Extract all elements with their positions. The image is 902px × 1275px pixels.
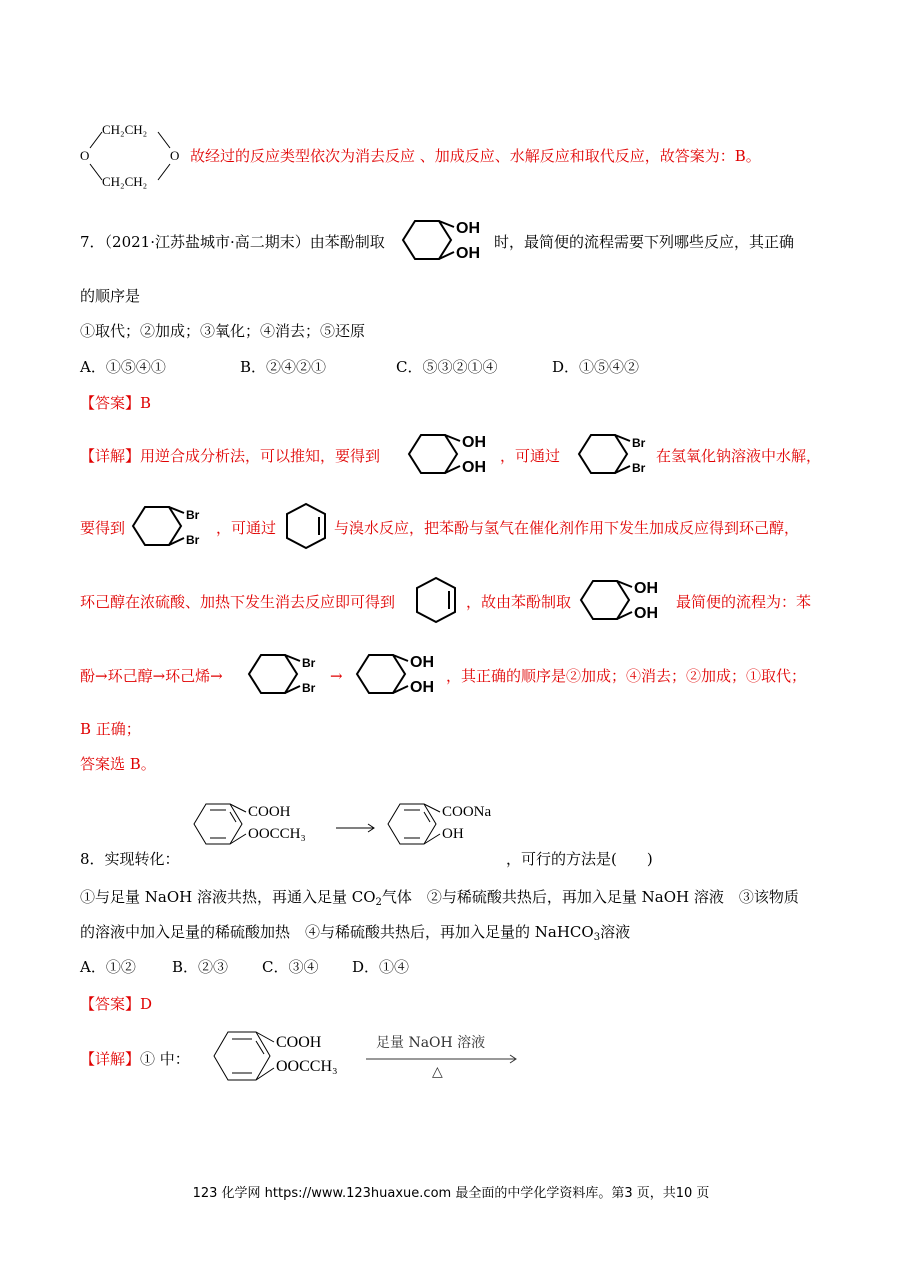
q8-method2-text: 气体 ②与稀硫酸共热后，再加入足量 NaOH 溶液 ③该物质 — [381, 888, 799, 906]
cyclohexene-structure-2 — [412, 574, 462, 630]
ch2-top: CH₂CH₂ — [102, 122, 148, 137]
q7-detail-arrow: → — [330, 667, 343, 685]
dibromo-structure-1 — [574, 428, 658, 484]
br-label: Br — [302, 681, 316, 695]
q8-option-d: D．①④ — [352, 958, 410, 976]
q7-detail-line5: B 正确； — [80, 720, 141, 738]
q7-answer-label: 【答案】 — [80, 394, 141, 412]
q8-detail — [80, 1049, 190, 1069]
aspirin-ring-2 — [206, 1020, 366, 1092]
reaction-arrow-naoh — [366, 1032, 520, 1084]
br-label: Br — [632, 461, 646, 475]
q7-detail-line1b: ，可通过 — [500, 447, 561, 465]
q8-option-a: A．①② — [80, 958, 136, 976]
q7-intro: 7．（2021·江苏盐城市·高二期末）由苯酚制取 — [80, 233, 385, 251]
fragment-conclusion: 故经过的反应类型依次为消去反应 、加成反应、水解反应和取代反应，故答案为：B。 — [190, 147, 761, 165]
diol-structure-1 — [404, 428, 496, 484]
q7-detail-line6: 答案选 B。 — [80, 755, 156, 773]
q7-reactions: ①取代；②加成；③氧化；④消去；⑤还原 — [80, 322, 366, 340]
oh-label: OH — [634, 605, 658, 622]
nahco3-subscript: 3 — [593, 932, 601, 943]
q8-answer-label: 【答案】 — [80, 995, 141, 1013]
q8-method4-tail: 溶液 — [600, 923, 631, 941]
oxygen-right: O — [170, 148, 180, 163]
oh-label: OH — [462, 459, 486, 476]
q7-option-c: C．⑤③②①④ — [396, 358, 498, 376]
q8-detail-text: ① 中： — [140, 1050, 190, 1068]
diol-structure-3 — [352, 648, 444, 704]
q7-detail-line2b: ，可通过 — [216, 519, 277, 537]
q8-intro-tail: ，可行的方法是( ) — [506, 850, 653, 868]
q7-detail-line4c: ，其正确的顺序是②加成；④消去；②加成；①取代； — [446, 667, 807, 685]
q7-option-d: D．①⑤④② — [552, 358, 640, 376]
q7-line2: 的顺序是 — [80, 287, 141, 305]
oh-label: OH — [634, 580, 658, 597]
q8-method4-text: 的溶液中加入足量的稀硫酸加热 ④与稀硫酸共热后，再加入足量的 NaHCO — [80, 923, 594, 941]
aspirin-structure — [186, 794, 336, 861]
arrow-label: 足量 NaOH 溶液 — [376, 1035, 486, 1051]
oh-label: OH — [442, 826, 464, 842]
br-label: Br — [632, 436, 646, 450]
cyclohexene-structure-1 — [282, 500, 332, 556]
dibromo-structure-3 — [244, 648, 328, 704]
ch2-bottom: CH₂CH₂ — [102, 174, 148, 189]
oh-label-bottom: OH — [456, 245, 480, 262]
q7-detail-line2c: 与溴水反应，把苯酚与氢气在催化剂作用下发生加成反应得到环己醇， — [334, 519, 800, 537]
salicylate-structure — [380, 794, 492, 861]
heat-symbol: △ — [432, 1064, 443, 1080]
q7-detail-line2a: 要得到 — [80, 519, 126, 537]
aspirin-structure-2 — [206, 1020, 366, 1097]
q8-detail-label: 【详解】 — [80, 1050, 141, 1068]
oxygen-left: O — [80, 148, 90, 163]
page-footer: 123 化学网 https://www.123huaxue.com 最全面的中学化学资料库。第3 页，共10 页 — [192, 1186, 710, 1201]
br-label: Br — [186, 508, 200, 522]
dibromo-structure-2 — [128, 500, 214, 556]
ooccch3-label-2: OOCCH₃ — [276, 1058, 338, 1075]
q7-detail-line3c: 最简便的流程为：苯 — [676, 593, 812, 611]
q8-methods-line1 — [80, 887, 799, 913]
q7-detail-line3b: ，故由苯酚制取 — [466, 593, 572, 611]
coona-label: COONa — [442, 804, 492, 820]
q8-methods-line2 — [80, 922, 630, 948]
q7-detail-text-1a: 用逆合成分析法，可以推知，要得到 — [140, 447, 381, 465]
br-label: Br — [186, 533, 200, 547]
oh-label: OH — [462, 434, 486, 451]
q8-method1-text: ①与足量 NaOH 溶液共热，再通入足量 CO — [80, 888, 376, 906]
q7-answer-value: B — [140, 394, 152, 412]
q8-answer-value: D — [140, 995, 153, 1013]
co2-subscript: 2 — [375, 897, 382, 908]
q7-detail-line1c: 在氢氧化钠溶液中水解， — [656, 447, 822, 465]
cyclohexanediol-structure — [398, 214, 490, 270]
oh-label: OH — [410, 679, 434, 696]
cooh-label-2: COOH — [276, 1034, 322, 1051]
br-label: Br — [302, 656, 316, 670]
q7-detail-line3a: 环己醇在浓硫酸、加热下发生消去反应即可得到 — [80, 593, 396, 611]
reaction-arrow-q8 — [336, 818, 378, 837]
dioxane-structure — [80, 118, 190, 192]
diol-structure-2 — [576, 574, 672, 630]
cyclohexane-diol-ring — [398, 214, 490, 266]
q7-detail-label: 【详解】 — [80, 447, 141, 465]
ooccch3-label: OOCCH₃ — [248, 826, 306, 842]
salicylate-ring — [380, 794, 450, 856]
q7-detail-line4a: 酚→环己醇→环己烯→ — [80, 667, 223, 685]
oh-label-top: OH — [456, 220, 480, 237]
q7-option-a: A．①⑤④① — [80, 358, 166, 376]
oh-label: OH — [410, 654, 434, 671]
q7-option-b: B．②④②① — [240, 358, 327, 376]
q7-answer — [80, 393, 151, 413]
q7-detail-line1a — [80, 446, 380, 466]
q8-option-b: B．②③ — [172, 958, 229, 976]
cooh-label: COOH — [248, 804, 291, 820]
q8-intro: 8．实现转化： — [80, 850, 180, 868]
q8-option-c: C．③④ — [262, 958, 319, 976]
q8-answer — [80, 994, 152, 1014]
q7-intro-tail: 时，最简便的流程需要下列哪些反应，其正确 — [494, 233, 795, 251]
